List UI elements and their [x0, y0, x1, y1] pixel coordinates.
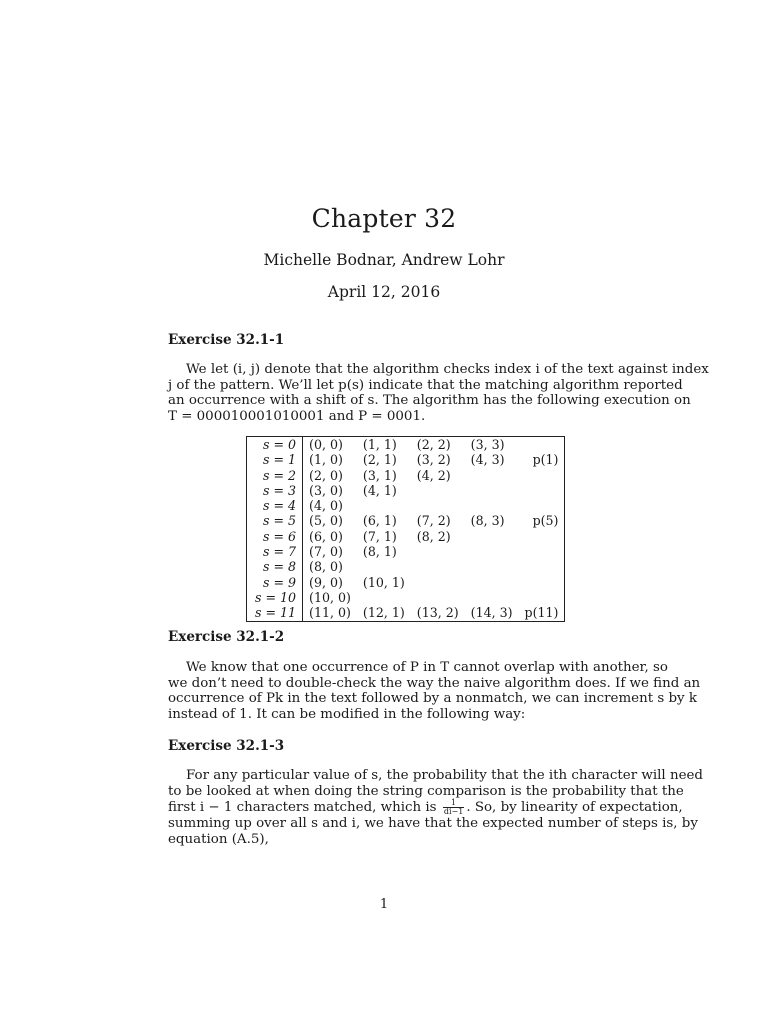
shift-cell: s = 8	[247, 559, 303, 574]
match-cell: p(1)	[532, 452, 559, 468]
shift-cell: s = 1	[247, 452, 303, 467]
check-cell: (7, 0)	[309, 544, 343, 560]
check-cell	[465, 483, 519, 498]
check-cell	[465, 529, 519, 544]
check-cell	[357, 559, 411, 574]
execution-row	[247, 437, 565, 453]
check-cell: (4, 0)	[309, 498, 343, 514]
authors: Michelle Bodnar, Andrew Lohr	[263, 251, 505, 269]
execution-row	[247, 590, 565, 605]
probability-fraction	[443, 799, 464, 816]
shift-cell: s = 7	[247, 544, 303, 559]
check-cell: (2, 1)	[362, 452, 397, 468]
paragraph-line: summing up over all s and i, we have that the expected number of steps is, by	[168, 816, 698, 832]
check-cell: (4, 1)	[362, 482, 397, 498]
exercise-heading-32-1-2: Exercise 32.1-2	[168, 629, 285, 645]
check-cell: (6, 0)	[309, 528, 343, 544]
paragraph-line: instead of 1. It can be modified in the following way:	[168, 706, 526, 722]
exercise-heading-32-1-1: Exercise 32.1-1	[168, 332, 285, 348]
check-cell	[465, 590, 519, 605]
execution-row	[247, 544, 565, 559]
paragraph-line-with-fraction	[168, 798, 683, 817]
fraction-trail-text: . So, by linearity of expectation,	[466, 800, 683, 816]
check-cell: (10, 1)	[362, 574, 405, 590]
shift-cell: s = 0	[247, 437, 303, 453]
check-cell	[465, 468, 519, 483]
check-cell: (14, 3)	[470, 605, 513, 621]
check-cell: (13, 2)	[416, 605, 459, 621]
paragraph-line: We know that one occurrence of P in T cannot overlap with another, so	[186, 660, 668, 675]
page-number: 1	[379, 897, 389, 912]
match-cell	[519, 437, 565, 453]
check-cell: (7, 1)	[362, 528, 397, 544]
match-cell: p(5)	[532, 513, 559, 529]
paragraph-line: j of the pattern. We’ll let p(s) indicate that the matching algorithm reported	[168, 377, 683, 393]
check-cell: (3, 2)	[416, 452, 451, 468]
paragraph-line: occurrence of Pk in the text followed by a nonmatch, we can increment s by k	[168, 691, 697, 707]
check-cell: (3, 1)	[362, 467, 397, 483]
execution-row	[247, 468, 565, 483]
match-cell	[519, 590, 565, 605]
shift-cell: s = 4	[247, 498, 303, 513]
execution-row	[247, 529, 565, 544]
check-cell	[357, 498, 411, 513]
check-cell	[411, 575, 465, 590]
execution-row	[247, 575, 565, 590]
match-cell	[519, 575, 565, 590]
exercise-heading-32-1-3: Exercise 32.1-3	[168, 738, 285, 754]
paragraph-line: For any particular value of s, the probability that the ith character will need	[186, 768, 703, 783]
check-cell	[465, 498, 519, 513]
match-cell	[519, 468, 565, 483]
execution-row	[247, 483, 565, 498]
check-cell: (4, 3)	[470, 452, 505, 468]
shift-cell: s = 2	[247, 468, 303, 483]
paragraph-line: We let (i, j) denote that the algorithm checks index i of the text against index	[186, 362, 709, 377]
execution-row	[247, 559, 565, 574]
check-cell: (4, 2)	[416, 467, 451, 483]
check-cell: (1, 1)	[362, 437, 397, 452]
paragraph-line: to be looked at when doing the string comparison is the probability that the	[168, 783, 684, 799]
match-cell	[519, 498, 565, 513]
check-cell	[411, 483, 465, 498]
exercise-paragraph-32-1-1	[168, 362, 709, 424]
execution-table-body	[247, 437, 565, 622]
check-cell	[465, 544, 519, 559]
check-cell: (0, 0)	[309, 437, 343, 452]
check-cell	[411, 590, 465, 605]
check-cell	[465, 575, 519, 590]
check-cell: (10, 0)	[309, 589, 351, 605]
shift-cell: s = 10	[247, 590, 303, 605]
check-cell: (7, 2)	[416, 513, 451, 529]
check-cell: (8, 2)	[416, 528, 451, 544]
check-cell: (6, 1)	[362, 513, 397, 529]
check-cell	[411, 498, 465, 513]
shift-cell: s = 11	[247, 605, 303, 621]
date: April 12, 2016	[327, 283, 441, 301]
paragraph-line: T = 000010001010001 and P = 0001.	[168, 408, 426, 424]
execution-table	[246, 436, 565, 622]
match-cell	[519, 544, 565, 559]
execution-row	[247, 452, 565, 467]
match-cell: p(11)	[524, 605, 559, 621]
check-cell: (8, 0)	[309, 559, 343, 575]
check-cell	[411, 544, 465, 559]
check-cell: (2, 0)	[309, 467, 343, 483]
execution-row	[247, 605, 565, 621]
paragraph-line: an occurrence with a shift of s. The algorithm has the following execution on	[168, 393, 691, 409]
check-cell: (3, 0)	[309, 482, 343, 498]
chapter-title: Chapter 32	[311, 204, 457, 233]
check-cell: (8, 3)	[470, 513, 505, 529]
match-cell	[519, 483, 565, 498]
check-cell: (3, 3)	[470, 437, 505, 452]
fraction-denominator: di−1	[443, 807, 464, 817]
check-cell	[411, 559, 465, 574]
match-cell	[519, 529, 565, 544]
paragraph-line: equation (A.5),	[168, 831, 269, 847]
shift-cell: s = 3	[247, 483, 303, 498]
check-cell	[465, 559, 519, 574]
shift-cell: s = 9	[247, 575, 303, 590]
shift-cell: s = 6	[247, 529, 303, 544]
fraction-numerator: 1	[443, 799, 464, 808]
exercise-paragraph-32-1-2	[168, 660, 701, 722]
shift-cell: s = 5	[247, 513, 303, 528]
fraction-lead-text: first i − 1 characters matched, which is	[168, 800, 437, 816]
exercise-paragraph-32-1-3	[168, 768, 703, 847]
check-cell: (12, 1)	[362, 605, 405, 621]
paragraph-line: we don’t need to double-check the way the naive algorithm does. If we find an	[168, 675, 701, 691]
execution-row	[247, 513, 565, 528]
check-cell	[357, 590, 411, 605]
check-cell: (11, 0)	[309, 605, 351, 621]
check-cell: (1, 0)	[309, 452, 343, 468]
check-cell: (2, 2)	[416, 437, 451, 452]
check-cell: (8, 1)	[362, 544, 397, 560]
execution-row	[247, 498, 565, 513]
check-cell: (9, 0)	[309, 574, 343, 590]
check-cell: (5, 0)	[309, 513, 343, 529]
match-cell	[519, 559, 565, 574]
